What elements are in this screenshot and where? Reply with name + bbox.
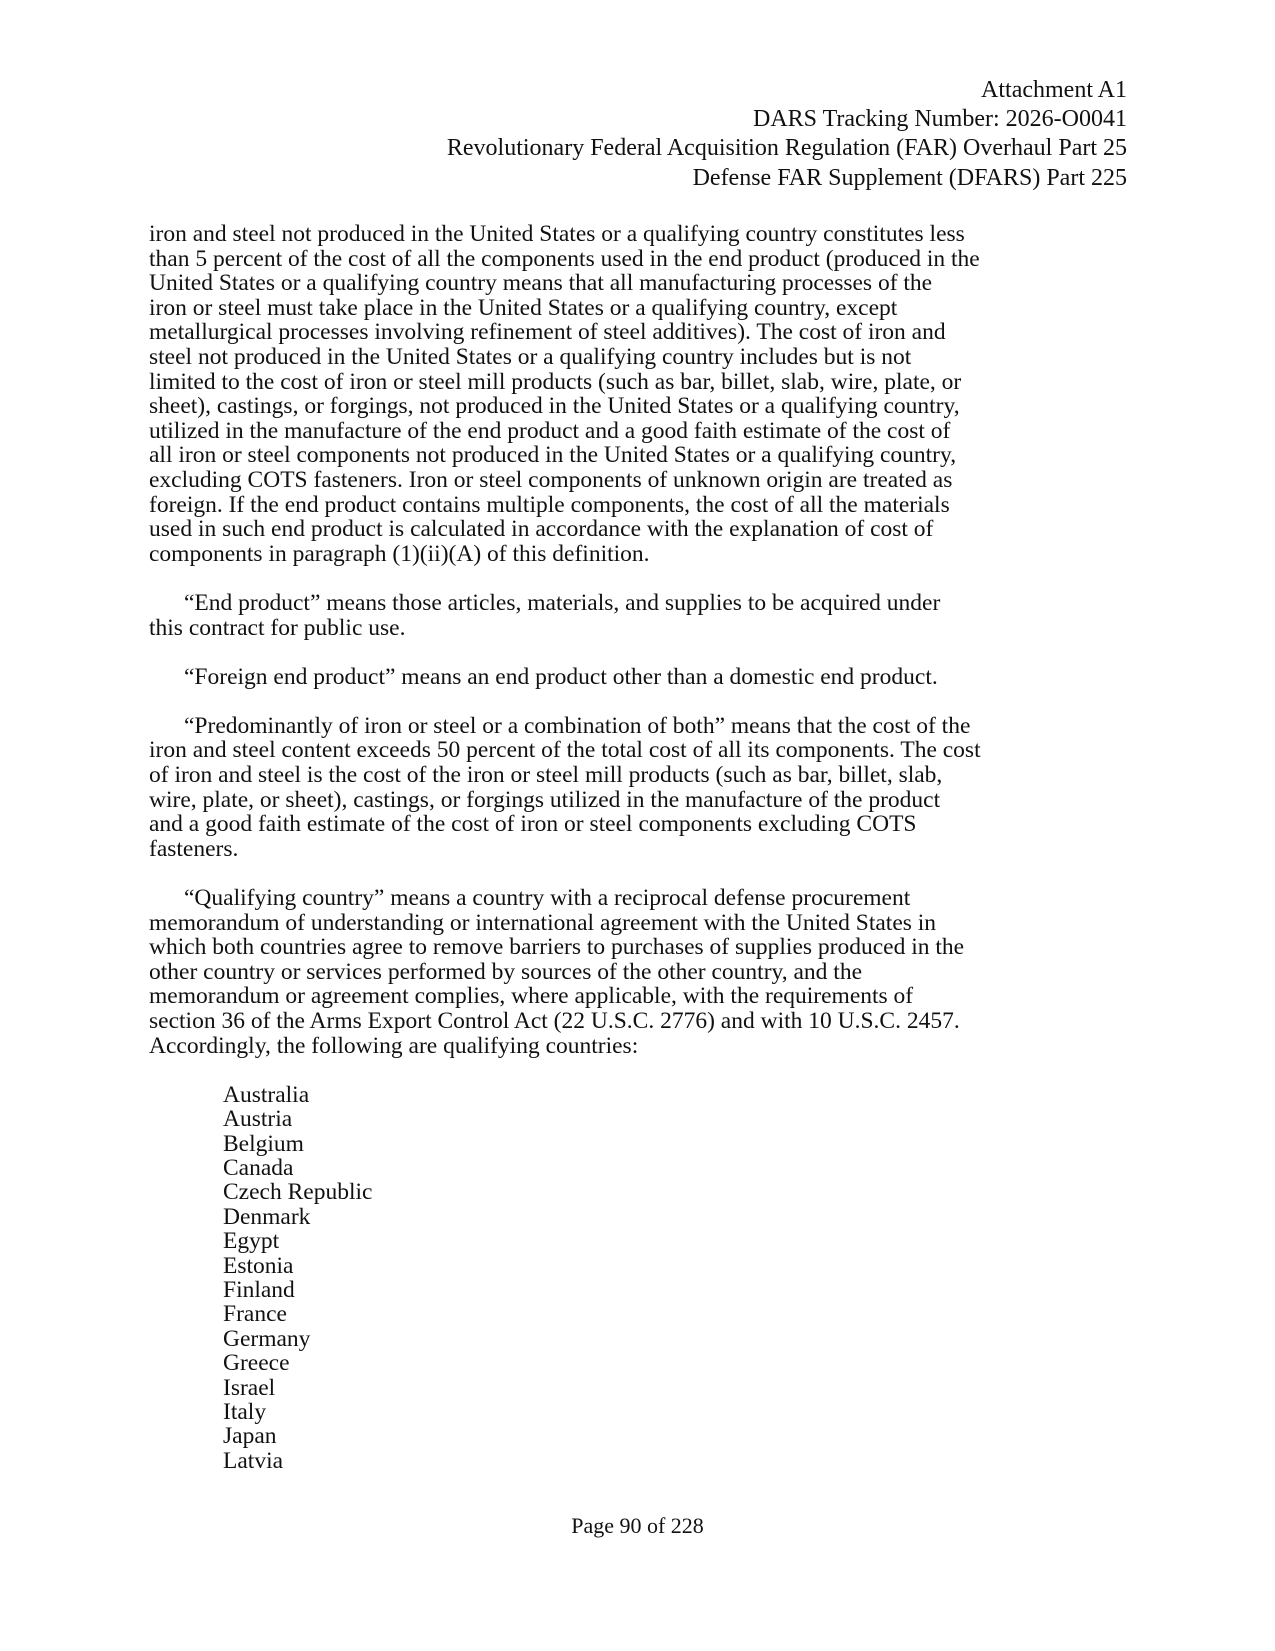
country-item: Czech Republic — [223, 1179, 373, 1206]
header-dfars-part: Defense FAR Supplement (DFARS) Part 225 — [692, 164, 1127, 191]
text-line: iron or steel must take place in the United States or a qualifying country, except — [149, 294, 898, 321]
text-line: fasteners. — [149, 835, 239, 862]
paragraph-foreign-end-product-definition — [149, 665, 1129, 690]
text-line: all iron or steel components not produced in the United States or a qualifying country, — [149, 442, 957, 469]
paragraph-predominantly-iron-steel-definition — [149, 714, 1129, 862]
text-line: “Foreign end product” means an end product other than a domestic end product. — [184, 663, 938, 690]
paragraph-qualifying-country-definition — [149, 886, 1129, 1058]
text-line: foreign. If the end product contains multiple components, the cost of all the materials — [149, 491, 950, 518]
text-line: “Qualifying country” means a country with a reciprocal defense procurement — [184, 885, 911, 912]
text-line: used in such end product is calculated in accordance with the explanation of cost of — [149, 516, 934, 543]
paragraph-iron-steel-cost — [149, 222, 1129, 566]
country-item: Israel — [223, 1374, 276, 1401]
paragraph-spacer — [149, 566, 1129, 591]
page-header — [447, 76, 1127, 193]
text-line: memorandum or agreement complies, where applicable, with the requirements of — [149, 983, 914, 1010]
paragraph-spacer — [149, 861, 1129, 886]
qualifying-countries-list — [149, 1083, 1129, 1474]
text-line: metallurgical processes involving refinement of steel additives). The cost of iron and — [149, 319, 946, 346]
country-item: Finland — [223, 1277, 295, 1304]
country-item: Canada — [223, 1155, 294, 1181]
paragraph-end-product-definition — [149, 591, 1129, 640]
text-line: wire, plate, or sheet), castings, or forgings utilized in the manufacture of the product — [149, 786, 941, 813]
country-item: Latvia — [223, 1447, 284, 1474]
paragraph-spacer — [149, 689, 1129, 714]
text-line: components in paragraph (1)(ii)(A) of this definition. — [149, 540, 650, 567]
header-far-part: Revolutionary Federal Acquisition Regulation (FAR) Overhaul Part 25 — [446, 135, 1127, 162]
country-item: Egypt — [223, 1228, 280, 1255]
country-item: Italy — [223, 1399, 267, 1426]
country-item: Denmark — [223, 1203, 311, 1230]
country-item: Belgium — [223, 1130, 304, 1157]
text-line: “End product” means those articles, materials, and supplies to be acquired under — [184, 589, 941, 616]
text-line: iron and steel content exceeds 50 percent of the total cost of all its components. The cost — [149, 737, 981, 764]
text-line: Accordingly, the following are qualifying countries: — [149, 1032, 639, 1059]
text-line: memorandum of understanding or international agreement with the United States in — [149, 909, 937, 936]
text-line: of iron and steel is the cost of the iron or steel mill products (such as bar, billet, slab, — [149, 762, 943, 789]
text-line: United States or a qualifying country means that all manufacturing processes of the — [149, 270, 933, 297]
country-item: Greece — [223, 1350, 290, 1377]
text-line: this contract for public use. — [149, 614, 406, 641]
text-line: which both countries agree to remove barriers to purchases of supplies produced in the — [149, 934, 965, 961]
document-body — [149, 222, 1129, 1473]
text-line: iron and steel not produced in the United States or a qualifying country constitutes less — [149, 221, 965, 247]
paragraph-spacer — [149, 640, 1129, 665]
country-item: Austria — [223, 1106, 293, 1133]
country-item: France — [223, 1301, 287, 1328]
text-line: section 36 of the Arms Export Control Act (22 U.S.C. 2776) and with 10 U.S.C. 2457. — [149, 1008, 960, 1034]
header-tracking-number: DARS Tracking Number: 2026-O0041 — [752, 106, 1127, 133]
country-item: Australia — [223, 1081, 310, 1108]
text-line: other country or services performed by sources of the other country, and the — [149, 958, 863, 985]
text-line: utilized in the manufacture of the end product and a good faith estimate of the cost of — [149, 417, 951, 444]
country-item: Germany — [223, 1325, 311, 1352]
text-line: excluding COTS fasteners. Iron or steel components of unknown origin are treated as — [149, 466, 953, 493]
text-line: steel not produced in the United States or a qualifying country includes but is not — [149, 343, 912, 370]
country-item: Estonia — [223, 1252, 294, 1279]
text-line: and a good faith estimate of the cost of iron or steel components excluding COTS — [149, 811, 917, 838]
text-line: limited to the cost of iron or steel mill products (such as bar, billet, slab, wire, plate, or — [149, 368, 962, 395]
paragraph-spacer — [149, 1058, 1129, 1083]
text-line: sheet), castings, or forgings, not produced in the United States or a qualifying country, — [149, 393, 960, 420]
header-attachment: Attachment A1 — [981, 77, 1127, 103]
country-item: Japan — [223, 1423, 277, 1450]
text-line: “Predominantly of iron or steel or a combination of both” means that the cost of the — [184, 712, 971, 739]
text-line: than 5 percent of the cost of all the components used in the end product (produced in the — [149, 245, 980, 272]
page-number: Page 90 of 228 — [571, 1513, 704, 1538]
